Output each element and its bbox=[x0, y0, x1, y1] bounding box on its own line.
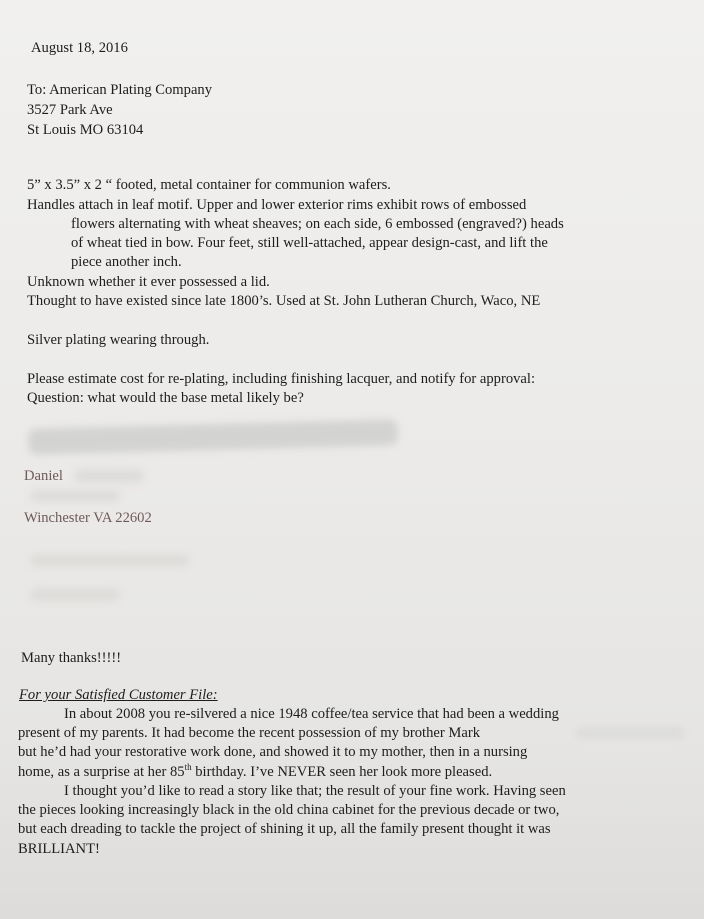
recipient-street: 3527 Park Ave bbox=[27, 102, 113, 118]
redacted-phone bbox=[30, 588, 120, 601]
item-description-line: piece another inch. bbox=[71, 254, 182, 270]
story-line: present of my parents. It had become the recent possession of my brother Mark bbox=[18, 725, 480, 741]
item-description-line: Unknown whether it ever possessed a lid. bbox=[27, 274, 270, 290]
redacted-brother-surname bbox=[575, 727, 685, 739]
story-line: but he’d had your restorative work done, and showed it to my mother, then in a nursing bbox=[18, 744, 528, 760]
item-description-line: Thought to have existed since late 1800’s. Used at St. John Lutheran Church, Waco, NE bbox=[27, 293, 541, 309]
story-line: I thought you’d like to read a story like that; the result of your fine work. Having seen bbox=[64, 783, 566, 799]
redacted-signature bbox=[28, 419, 399, 455]
story-birthday-line bbox=[18, 763, 492, 781]
sender-city: Winchester VA 22602 bbox=[24, 510, 152, 526]
redacted-street bbox=[30, 490, 120, 502]
item-description-line: 5” x 3.5” x 2 “ footed, metal container for communion wafers. bbox=[27, 177, 391, 193]
thanks-line: Many thanks!!!!! bbox=[21, 650, 122, 666]
recipient-city: St Louis MO 63104 bbox=[27, 122, 144, 138]
redacted-surname bbox=[74, 469, 144, 483]
story-line: but each dreading to tackle the project of shining it up, all the family present thought it was bbox=[18, 821, 551, 837]
letter-date: August 18, 2016 bbox=[31, 40, 128, 56]
redacted-email bbox=[30, 554, 190, 567]
story-line: In about 2008 you re-silvered a nice 1948 coffee/tea service that had been a wedding bbox=[64, 706, 559, 722]
item-description-line: Handles attach in leaf motif. Upper and lower exterior rims exhibit rows of embossed bbox=[27, 197, 527, 213]
item-description-line: of wheat tied in bow. Four feet, still well-attached, appear design-cast, and lift the bbox=[71, 235, 548, 251]
birthday-text-start: home, as a surprise at her 85 bbox=[18, 764, 185, 780]
ordinal-suffix: th bbox=[184, 762, 192, 773]
silver-plating-note: Silver plating wearing through. bbox=[27, 332, 210, 348]
estimate-request-line: Please estimate cost for re-plating, including finishing lacquer, and notify for approval: bbox=[27, 371, 536, 387]
recipient-line: To: American Plating Company bbox=[27, 82, 213, 98]
story-line-final: BRILLIANT! bbox=[18, 841, 100, 857]
sender-name: Daniel bbox=[24, 468, 63, 484]
story-line: the pieces looking increasingly black in the old china cabinet for the previous decade or two, bbox=[18, 802, 560, 818]
customer-file-heading-wrap bbox=[19, 686, 218, 704]
birthday-text-end: birthday. I’ve NEVER seen her look more pleased. bbox=[191, 764, 493, 780]
item-description-line: flowers alternating with wheat sheaves; on each side, 6 embossed (engraved?) heads bbox=[71, 216, 564, 232]
customer-file-heading: For your Satisfied Customer File: bbox=[19, 687, 218, 703]
base-metal-question: Question: what would the base metal likely be? bbox=[27, 390, 304, 406]
